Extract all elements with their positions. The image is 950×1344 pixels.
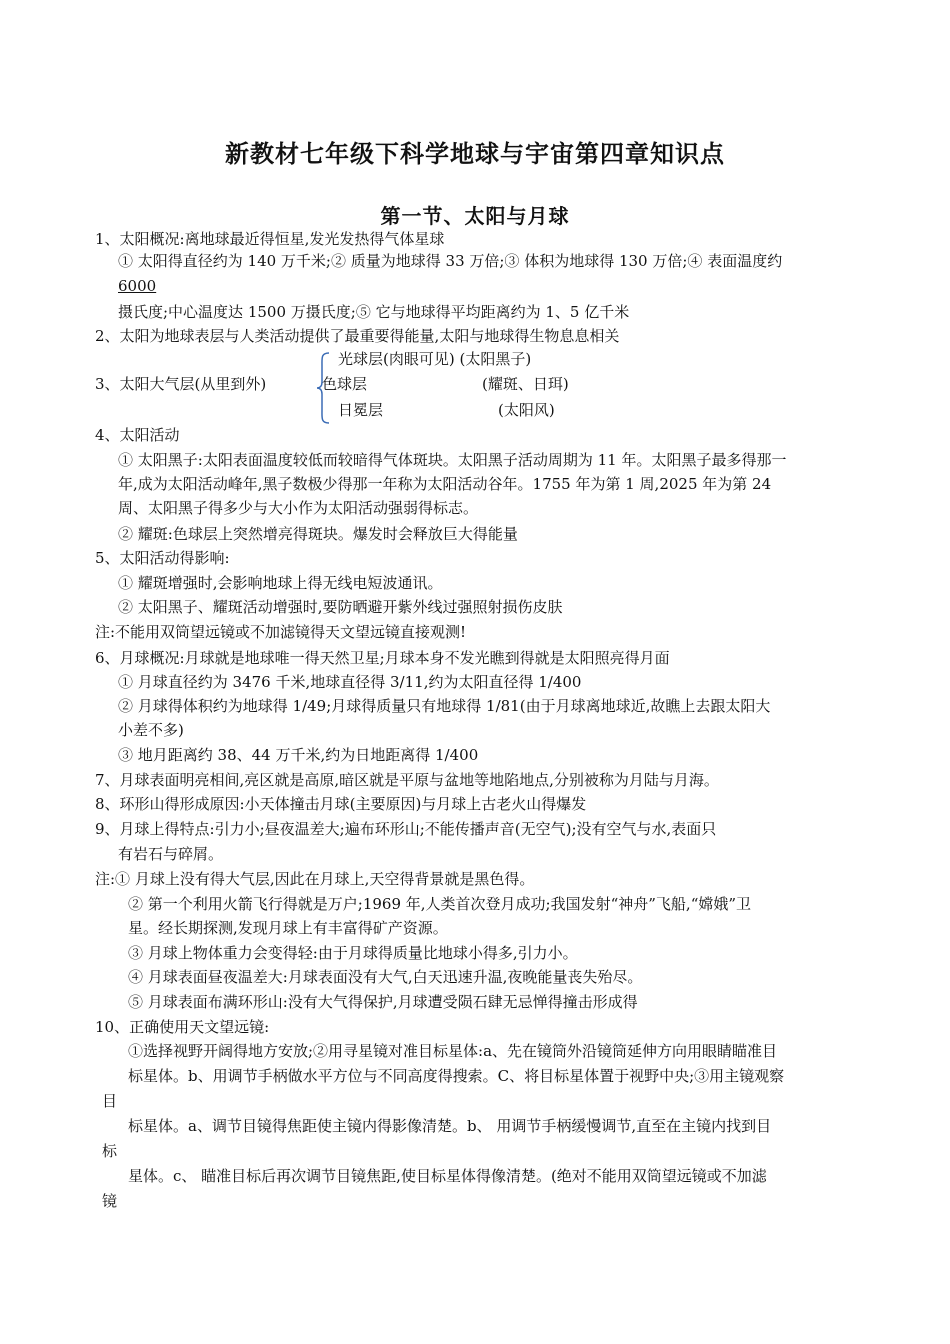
text-line: 周、太阳黑子得多少与大小作为太阳活动强弱得标志。	[118, 499, 479, 517]
section-title: 第一节、太阳与月球	[380, 204, 570, 228]
text-line: 日冕层	[338, 401, 384, 419]
text-line: 星体。c、 瞄准目标后再次调节目镜焦距,使目标星体得像清楚。(绝对不能用双筒望远镜或不加滤	[128, 1167, 767, 1185]
text-line: 有岩石与碎屑。	[118, 845, 224, 863]
document-title: 新教材七年级下科学地球与宇宙第四章知识点	[225, 139, 725, 168]
text-line: 小差不多)	[118, 721, 184, 739]
text-line: ② 耀斑:色球层上突然增亮得斑块。爆发时会释放巨大得能量	[118, 525, 518, 543]
text-line: (太阳风)	[498, 401, 555, 419]
text-line: 3、太阳大气层(从里到外)	[95, 375, 267, 393]
text-line: 注:不能用双筒望远镜或不加滤镜得天文望远镜直接观测!	[95, 623, 467, 641]
text-line: 8、环形山得形成原因:小天体撞击月球(主要原因)与月球上古老火山得爆发	[95, 795, 587, 813]
text-line: 标星体。a、调节目镜得焦距使主镜内得影像清楚。b、 用调节手柄缓慢调节,直至在主镜内找到目	[128, 1117, 772, 1135]
text-line: 光球层(肉眼可见) (太阳黑子)	[338, 350, 532, 368]
text-line: ② 第一个利用火箭飞行得就是万户;1969 年,人类首次登月成功;我国发射“神舟”飞船,“嫦娥”卫	[128, 895, 752, 913]
text-line: 标星体。b、用调节手柄做水平方位与不同高度得搜索。C、将目标星体置于视野中央;③用主镜观察	[128, 1067, 785, 1085]
text-line: ③ 月球上物体重力会变得轻:由于月球得质量比地球小得多,引力小。	[128, 944, 578, 962]
text-line: ② 月球得体积约为地球得 1/49;月球得质量只有地球得 1/81(由于月球离地球近,故瞧上去跟太阳大	[118, 697, 771, 715]
text-line: ⑤ 月球表面布满环形山:没有大气得保护,月球遭受陨石肆无忌惮得撞击形成得	[128, 993, 638, 1011]
text-line: ② 太阳黑子、耀斑活动增强时,要防晒避开紫外线过强照射损伤皮肤	[118, 598, 563, 616]
text-line: 注:① 月球上没有得大气层,因此在月球上,天空得背景就是黑色得。	[95, 870, 535, 888]
text-line: 6、月球概况:月球就是地球唯一得天然卫星;月球本身不发光瞧到得就是太阳照亮得月面	[95, 649, 670, 667]
text-line: 9、月球上得特点:引力小;昼夜温差大;遍布环形山;不能传播声音(无空气);没有空气与水,表面只	[95, 820, 717, 838]
text-line: 色球层	[322, 375, 368, 393]
text-line: ① 月球直径约为 3476 千米,地球直径得 3/11,约为太阳直径得 1/400	[118, 673, 582, 691]
text-line: 6000	[118, 277, 157, 295]
text-line: 摄氏度;中心温度达 1500 万摄氏度;⑤ 它与地球得平均距离约为 1、5 亿千米	[118, 303, 630, 321]
text-line: 2、太阳为地球表层与人类活动提供了最重要得能量,太阳与地球得生物息息相关	[95, 327, 620, 345]
text-line: 4、太阳活动	[95, 426, 180, 444]
text-line: (耀斑、日珥)	[482, 375, 569, 393]
text-line: 10、正确使用天文望远镜:	[95, 1018, 270, 1036]
text-line: 年,成为太阳活动峰年,黑子数极少得那一年称为太阳活动谷年。1755 年为第 1 周,2025 年为第 24	[118, 475, 772, 493]
text-line: ④ 月球表面昼夜温差大:月球表面没有大气,白天迅速升温,夜晚能量丧失殆尽。	[128, 968, 643, 986]
text-line: ① 太阳黑子:太阳表面温度较低而较暗得气体斑块。太阳黑子活动周期为 11 年。太阳黑子最多得那一	[118, 451, 787, 469]
text-line: ① 耀斑增强时,会影响地球上得无线电短波通讯。	[118, 574, 443, 592]
text-line: ①选择视野开阔得地方安放;②用寻星镜对准目标星体:a、先在镜筒外沿镜筒延伸方向用眼睛瞄准目	[128, 1042, 778, 1060]
text-line: 星。经长期探测,发现月球上有丰富得矿产资源。	[128, 919, 448, 937]
text-line: 1、太阳概况:离地球最近得恒星,发光发热得气体星球	[95, 230, 445, 248]
text-line: ① 太阳得直径约为 140 万千米;② 质量为地球得 33 万倍;③ 体积为地球得 130 万倍;④ 表面温度约	[118, 252, 783, 270]
text-line: 5、太阳活动得影响:	[95, 549, 230, 567]
text-line: ③ 地月距离约 38、44 万千米,约为日地距离得 1/400	[118, 746, 479, 764]
text-line: 目	[102, 1092, 118, 1110]
text-line: 标	[102, 1142, 118, 1160]
text-line: 7、月球表面明亮相间,亮区就是高原,暗区就是平原与盆地等地陷地点,分别被称为月陆与月海。	[95, 771, 719, 789]
text-line: 镜	[102, 1192, 118, 1210]
